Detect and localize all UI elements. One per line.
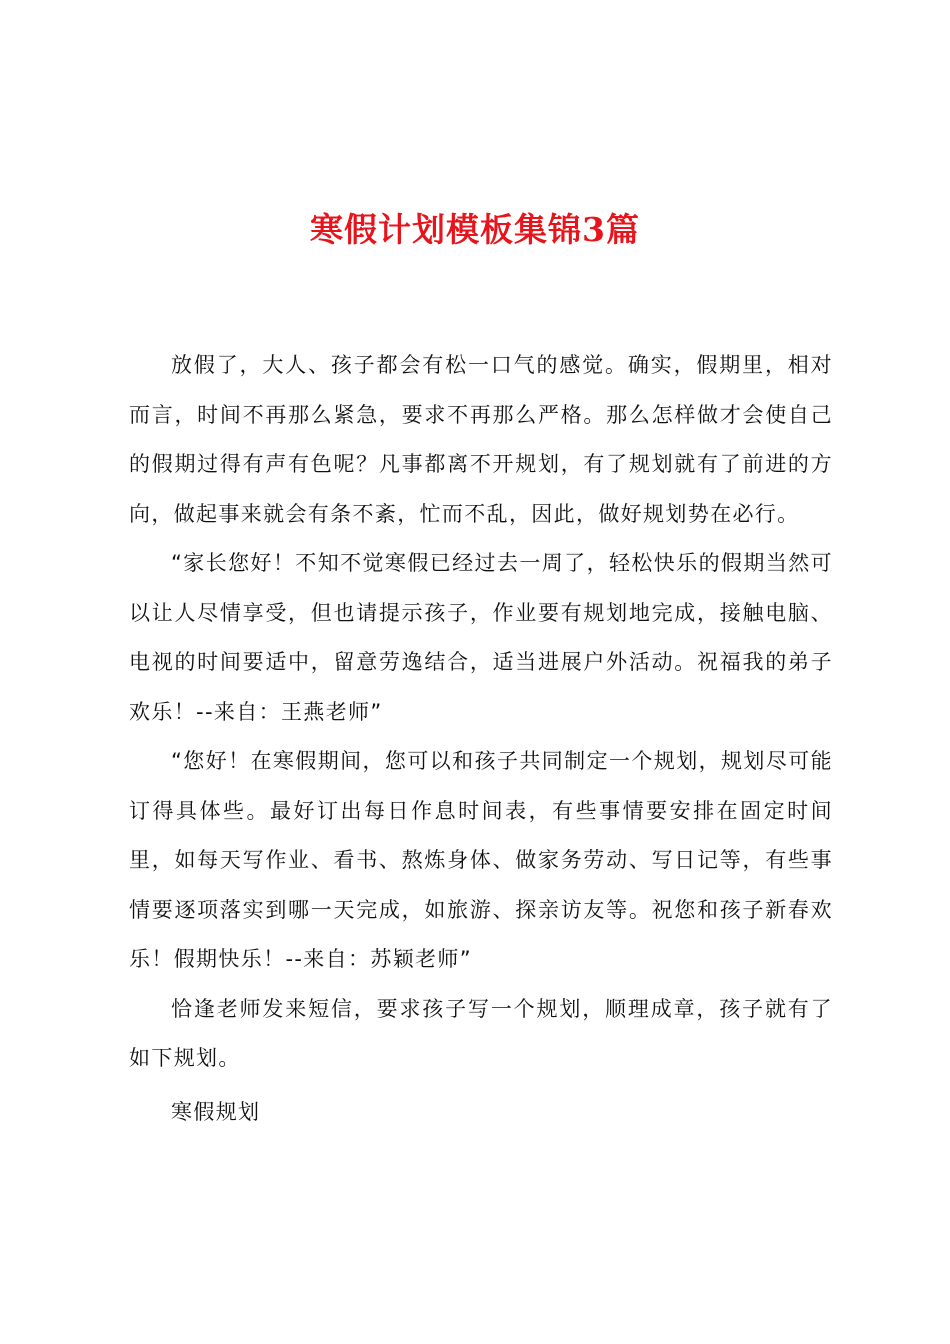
section-heading: 寒假规划	[171, 1099, 261, 1124]
paragraph-plan-intro: 恰逢老师发来短信，要求孩子写一个规划，顺理成章，孩子就有了如下规划。	[129, 996, 833, 1070]
document-body	[129, 341, 833, 1137]
paragraph-intro: 放假了，大人、孩子都会有松一口气的感觉。确实，假期里，相对而言，时间不再那么紧急，要求不再那么严格。那么怎样做才会使自己的假期过得有声有色呢？凡事都离不开规划，有了规划就有了前进的方向，做起事来就会有条不紊，忙而不乱，因此，做好规划势在必行。	[129, 353, 833, 526]
paragraph-teacher-su: “您好！在寒假期间，您可以和孩子共同制定一个规划，规划尽可能订得具体些。最好订出每日作息时间表，有些事情要安排在固定时间里，如每天写作业、看书、熬炼身体、做家务劳动、写日记等，有些事情要逐项落实到哪一天完成，如旅游、探亲访友等。祝您和孩子新春欢乐！假期快乐！--来自：苏颖老师”	[129, 749, 833, 971]
paragraph-teacher-wang: “家长您好！不知不觉寒假已经过去一周了，轻松快乐的假期当然可以让人尽情享受，但也请提示孩子，作业要有规划地完成，接触电脑、电视的时间要适中，留意劳逸结合，适当进展户外活动。祝福我的弟子欢乐！--来自：王燕老师”	[129, 551, 833, 724]
document-title: 寒假计划模板集锦3篇	[310, 210, 640, 249]
